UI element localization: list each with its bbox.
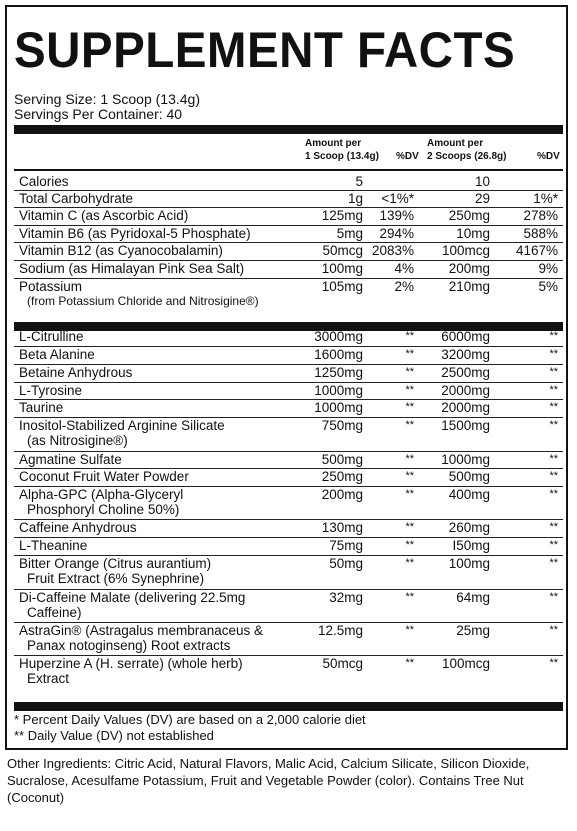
ingredient-row	[14, 538, 563, 555]
dv-per-two-scoops: 588%	[523, 226, 558, 241]
dv-per-scoop: **	[405, 366, 414, 378]
ingredient-row	[14, 383, 563, 400]
thick-divider-3	[14, 702, 563, 711]
dv-per-two-scoops: **	[549, 657, 558, 669]
header-amount2-line2: 2 Scoops (26.8g)	[427, 151, 507, 162]
ingredient-name: L-Tyrosine	[19, 383, 83, 398]
header-amount2-line1: Amount per	[427, 138, 484, 149]
dv-per-scoop: **	[405, 401, 414, 413]
amount-per-scoop: 12.5mg	[317, 623, 363, 638]
nutrient-row	[14, 174, 563, 191]
footnote-dv: * Percent Daily Values (DV) are based on a 2,000 calorie diet	[14, 712, 366, 727]
ingredient-name: Beta Alanine	[19, 347, 95, 362]
thick-divider	[14, 125, 563, 134]
ingredient-name: Caffeine Anhydrous	[19, 520, 137, 535]
ingredient-row	[14, 400, 563, 417]
dv-per-two-scoops: **	[549, 591, 558, 603]
ingredient-name: Bitter Orange (Citrus aurantium)	[19, 556, 212, 571]
amount-per-scoop: 1000mg	[314, 400, 363, 415]
amount-per-two-scoops: 10mg	[456, 226, 490, 241]
amount-per-two-scoops: 6000mg	[441, 329, 490, 344]
dv-per-two-scoops: **	[549, 488, 558, 500]
dv-per-two-scoops: 4167%	[515, 243, 558, 258]
amount-per-scoop: 50mcg	[322, 243, 363, 258]
dv-per-two-scoops: **	[549, 401, 558, 413]
dv-per-two-scoops: **	[549, 330, 558, 342]
dv-per-two-scoops: **	[549, 539, 558, 551]
amount-per-two-scoops: 500mg	[448, 469, 490, 484]
panel-title: SUPPLEMENT FACTS	[14, 22, 516, 78]
dv-per-scoop: 4%	[394, 261, 414, 276]
ingredient-row	[14, 418, 563, 451]
amount-per-two-scoops: I50mg	[452, 538, 490, 553]
dv-per-scoop: 294%	[379, 226, 414, 241]
amount-per-two-scoops: 200mg	[448, 261, 490, 276]
amount-per-scoop: 250mg	[321, 469, 363, 484]
amount-per-two-scoops: 10	[474, 174, 490, 189]
ingredient-name: Sodium (as Himalayan Pink Sea Salt)	[19, 261, 245, 276]
amount-per-scoop: 1000mg	[314, 383, 363, 398]
nutrient-row	[14, 191, 563, 208]
amount-per-two-scoops: 2000mg	[441, 400, 490, 415]
dv-per-two-scoops: **	[549, 348, 558, 360]
ingredient-row	[14, 347, 563, 364]
dv-per-two-scoops: **	[549, 453, 558, 465]
dv-per-two-scoops: **	[549, 521, 558, 533]
amount-per-scoop: 5mg	[336, 226, 363, 241]
amount-per-scoop: 50mg	[329, 556, 363, 571]
amount-per-scoop: 1250mg	[314, 365, 363, 380]
amount-per-two-scoops: 250mg	[448, 208, 490, 223]
footnote-not-established: ** Daily Value (DV) not established	[14, 728, 214, 743]
nutrient-row	[14, 208, 563, 225]
ingredient-row	[14, 556, 563, 589]
dv-per-scoop: **	[405, 521, 414, 533]
ingredient-subtext: Fruit Extract (6% Synephrine)	[27, 571, 205, 586]
ingredient-row	[14, 656, 563, 689]
ingredient-row	[14, 520, 563, 537]
ingredient-name: Calories	[19, 174, 69, 189]
amount-per-scoop: 50mcg	[322, 656, 363, 671]
amount-per-scoop: 125mg	[321, 208, 363, 223]
amount-per-scoop: 100mg	[321, 261, 363, 276]
amount-per-two-scoops: 100mg	[448, 556, 490, 571]
ingredient-name: L-Theanine	[19, 538, 88, 553]
dv-per-scoop: 2083%	[371, 243, 414, 258]
ingredient-subtext: Panax notoginseng) Root extracts	[27, 638, 231, 653]
amount-per-two-scoops: 64mg	[456, 590, 490, 605]
ingredient-name: Alpha-GPC (Alpha-Glyceryl	[19, 487, 184, 502]
header-amount1-line1: Amount per	[305, 138, 362, 149]
supplement-facts-panel	[5, 5, 568, 750]
amount-per-two-scoops: 1500mg	[441, 418, 490, 433]
ingredient-name: Potassium	[19, 279, 83, 294]
ingredient-row	[14, 469, 563, 486]
amount-per-two-scoops: 210mg	[448, 279, 490, 294]
dv-per-scoop: **	[405, 624, 414, 636]
other-ingredients: Other Ingredients: Citric Acid, Natural Flavors, Malic Acid, Calcium Silicate, Silicon Dioxide, Sucralose, Acesulfame Potassium, Fruit and Vegetable Powder (color). Contains Tree Nut (Coconut)	[7, 756, 530, 805]
ingredient-row	[14, 452, 563, 469]
dv-per-scoop: 139%	[379, 208, 414, 223]
dv-per-scoop: **	[405, 488, 414, 500]
ingredient-name: Di-Caffeine Malate (delivering 22.5mg	[19, 590, 246, 605]
ingredient-subtext: Phosphoryl Choline 50%)	[27, 502, 180, 517]
dv-per-scoop: 2%	[394, 279, 414, 294]
header-amount1-line2: 1 Scoop (13.4g)	[305, 151, 379, 162]
dv-per-scoop: **	[405, 419, 414, 431]
ingredient-subtext: (as Nitrosigine®)	[27, 433, 128, 448]
ingredient-name: Taurine	[19, 400, 64, 415]
amount-per-scoop: 130mg	[321, 520, 363, 535]
amount-per-two-scoops: 400mg	[448, 487, 490, 502]
ingredient-name: Betaine Anhydrous	[19, 365, 133, 380]
ingredient-row	[14, 590, 563, 623]
amount-per-two-scoops: 100mcg	[441, 656, 490, 671]
amount-per-two-scoops: 2000mg	[441, 383, 490, 398]
ingredient-row	[14, 329, 563, 346]
amount-per-scoop: 500mg	[321, 452, 363, 467]
ingredient-name: Inositol-Stabilized Arginine Silicate	[19, 418, 225, 433]
amount-per-scoop: 75mg	[329, 538, 363, 553]
dv-per-scoop: **	[405, 657, 414, 669]
dv-per-two-scoops: **	[549, 557, 558, 569]
ingredient-name: L-Citrulline	[19, 329, 84, 344]
ingredient-name: AstraGin® (Astragalus membranaceus &	[19, 623, 264, 638]
dv-per-scoop: **	[405, 453, 414, 465]
amount-per-two-scoops: 260mg	[448, 520, 490, 535]
nutrient-row	[14, 226, 563, 243]
dv-per-scoop: **	[405, 591, 414, 603]
amount-per-scoop: 5	[355, 174, 363, 189]
amount-per-scoop: 1600mg	[314, 347, 363, 362]
amount-per-two-scoops: 3200mg	[441, 347, 490, 362]
nutrient-row	[14, 279, 563, 312]
header-divider	[14, 169, 563, 171]
servings-per-container: Servings Per Container: 40	[14, 106, 183, 122]
ingredient-name: Vitamin C (as Ascorbic Acid)	[19, 208, 189, 223]
ingredient-name: Total Carbohydrate	[19, 191, 134, 206]
dv-per-two-scoops: **	[549, 366, 558, 378]
ingredient-name: Vitamin B12 (as Cyanocobalamin)	[19, 243, 223, 258]
dv-per-scoop: **	[405, 470, 414, 482]
amount-per-two-scoops: 100mcg	[441, 243, 490, 258]
amount-per-scoop: 105mg	[321, 279, 363, 294]
dv-per-scoop: **	[405, 384, 414, 396]
dv-per-scoop: **	[405, 539, 414, 551]
amount-per-scoop: 32mg	[329, 590, 363, 605]
amount-per-two-scoops: 2500mg	[441, 365, 490, 380]
ingredient-name: Agmatine Sulfate	[19, 452, 122, 467]
dv-per-two-scoops: **	[549, 419, 558, 431]
amount-per-two-scoops: 29	[474, 191, 490, 206]
amount-per-two-scoops: 25mg	[456, 623, 490, 638]
ingredient-subtext: Caffeine)	[27, 605, 82, 620]
nutrient-row	[14, 261, 563, 278]
dv-per-two-scoops: 9%	[538, 261, 558, 276]
serving-size: Serving Size: 1 Scoop (13.4g)	[14, 91, 200, 107]
dv-per-two-scoops: 5%	[538, 279, 558, 294]
ingredient-row	[14, 487, 563, 520]
dv-per-two-scoops: 278%	[523, 208, 558, 223]
ingredient-name: Coconut Fruit Water Powder	[19, 469, 189, 484]
ingredient-name: Huperzine A (H. serrate) (whole herb)	[19, 656, 243, 671]
dv2-header: %DV	[537, 151, 560, 162]
amount-one-scoop-header	[305, 137, 379, 163]
dv-per-scoop: **	[405, 330, 414, 342]
ingredient-row	[14, 365, 563, 382]
ingredient-row	[14, 623, 563, 656]
amount-per-scoop: 1g	[347, 191, 363, 206]
ingredient-name: Vitamin B6 (as Pyridoxal-5 Phosphate)	[19, 226, 251, 241]
dv-per-two-scoops: 1%*	[533, 191, 558, 206]
dv-per-scoop: <1%*	[381, 191, 414, 206]
ingredient-subtext: Extract	[27, 671, 70, 686]
nutrient-row	[14, 243, 563, 260]
dv-per-two-scoops: **	[549, 384, 558, 396]
amount-per-scoop: 750mg	[321, 418, 363, 433]
amount-per-two-scoops: 1000mg	[441, 452, 490, 467]
dv-per-scoop: **	[405, 348, 414, 360]
amount-per-scoop: 200mg	[321, 487, 363, 502]
dv-per-scoop: **	[405, 557, 414, 569]
ingredient-subtext: (from Potassium Chloride and Nitrosigine®)	[27, 294, 259, 308]
dv-per-two-scoops: **	[549, 624, 558, 636]
dv-per-two-scoops: **	[549, 470, 558, 482]
amount-two-scoops-header	[427, 137, 506, 163]
dv1-header: %DV	[396, 151, 419, 162]
amount-per-scoop: 3000mg	[314, 329, 363, 344]
